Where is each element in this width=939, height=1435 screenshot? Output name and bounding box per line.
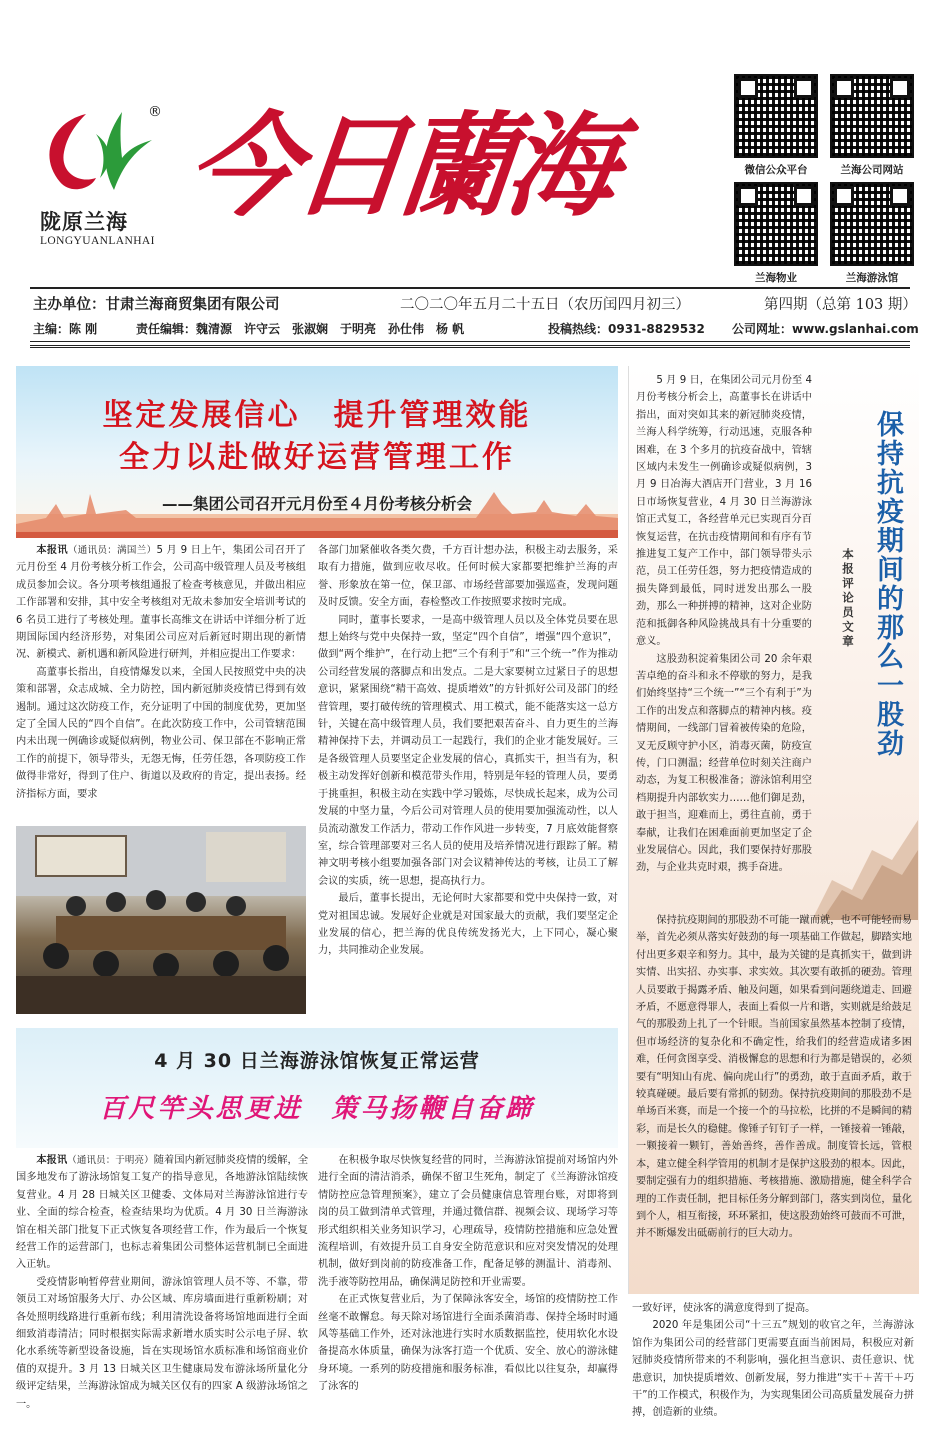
- article2-para: 在积极争取尽快恢复经营的同时，兰海游泳馆提前对场馆内外进行全面的清洁消杀，确保不留卫生死角，制定了《兰海游泳馆疫情防控应急管理预案》，建立了会员健康信息管理台账，对即将到岗的员工做到清单式管理，并通过微信群、视频会议、现场学习等形式组织相关业务知识学习，心理疏导，疫情防控措施和应急处置流程培训，有效提升员工自身安全防范意识和应对突发情况的处理机制，做好到岗前的防疫准备工作，配备足够的测温计、消毒剂、洗手液等防控用品，确保满足防控和开业需要。: [318, 1155, 618, 1288]
- article2-banner: [16, 1028, 618, 1148]
- article2-para: 2020 年是集团公司“十三五”规划的收官之年，兰海游泳馆作为集团公司的经营部门更需要直面当前困局，积极应对新冠肺炎疫情所带来的不利影响，强化担当意识、责任意识、忧患意识，加快提质增效、创新发展，努力推进“实干＋苦干＋巧干”的工作模式，积极作为，为实现集团公司高质量发展奋力拼搏，创造新的业绩。: [632, 1320, 914, 1419]
- article1-subtitle: ——集团公司召开元月份至４月份考核分析会: [161, 495, 472, 513]
- byline: （通讯员：满国兰）: [67, 545, 157, 556]
- website-link[interactable]: 公司网址：www.gslanhai.com: [732, 322, 919, 336]
- qr-code-icon[interactable]: [734, 74, 818, 158]
- byline: （通讯员：于明亮）: [67, 1155, 154, 1166]
- logo-cn: 陇原兰海: [40, 209, 128, 234]
- article1-para: 高董事长指出，自疫情爆发以来，全国人民按照党中央的决策和部署，众志成城、全力防控，国内新冠肺炎疫情已得到有效遏制。通过这次防疫工作，充分证明了中国的制度优势，更加坚定了全国人民的“四个自信”。在此次防疫工作中，公司管辖范围内未出现一例确诊或疑似病例，物业公司、保卫部在不影响正常工作的前提下，领导带头，无怨无悔，任劳任怨，各项防疫工作做得非常好，得到了住户、街道以及政府的肯定，提出表扬。经济指标方面，要求: [16, 666, 306, 800]
- article1-para: 各部门加紧催收各类欠费，千方百计想办法，积极主动去服务，采取有力措施，做到应收尽收。任何时候大家都要把维护兰海的声誉、形象放在第一位，保卫部、市场经营部要加强巡查，发现问题及时反馈。安全方面，春检整改工作按照要求按时完成。: [318, 545, 618, 609]
- article2-slogan: 百尺竿头思更进 策马扬鞭自奋蹄: [99, 1094, 535, 1124]
- masthead-title: 今日蘭海: [181, 101, 619, 232]
- article2-headline: 4 月 30 日兰海游泳馆恢复正常运营: [154, 1050, 480, 1072]
- registered-mark: ®: [148, 104, 162, 120]
- lead-tag: 本报讯: [36, 1155, 68, 1166]
- editor-chief: 主编：陈 刚: [33, 322, 98, 336]
- commentary-para: 这股劲积淀着集团公司 20 余年艰苦卓绝的奋斗和永不停歇的努力，是我们始终坚持“三个统一”“三个有利于”为工作的出发点和落脚点的精神内核。疫情期间，一线部门冒着被传染的危险，叉无反顾守护小区，消毒灭菌，防疫宣传，门口测温；经营单位时刻关注商户动态，为复工积极准备；游泳馆利用空档期提升内部软实力……他们御足劲，敢于担当，迎难而上，勇往直前，勇于奉献，让我们在困难面前更加坚定了企业发展信心。因此，我们要保持好那股劲，与企业共克时艰，携手奋进。: [636, 653, 812, 874]
- article1-col2: [318, 542, 618, 960]
- header-rule-double: [30, 345, 910, 348]
- article1-title-line1: 坚定发展信心 提升管理效能: [102, 398, 532, 433]
- article2-para: 一致好评，使泳客的满意度得到了提高。: [632, 1303, 816, 1314]
- issue-date: 二〇二〇年五月二十五日（农历闰四月初三）: [400, 297, 690, 313]
- qr-code-icon[interactable]: [830, 74, 914, 158]
- commentary-para: 5 月 9 日，在集团公司元月份至 4 月份考核分析会上，高董事长在讲话中指出，面对突如其来的新冠肺炎疫情，兰海人科学统筹，行动迅速，克服各种困难，在 3 个多月的抗疫奋战中，管辖区域内未发生一例确诊或疑似病例，3 月 9 日冶海大酒店开门营业，3 月 16 日市场恢复营业，4 月 30 日兰海游泳馆正式复工，各经营单元已实现百分百恢复运营，在抗击疫情期间和有序有节推进复工复产工作中，部门领导带头示范，员工任劳任怨，努力把疫情造成的损失降到最低，同时迸发出那么一股劲，那么一种拼搏的精神，这对企业防范和抵御各种风险挑战具有十分重要的意义。: [636, 375, 812, 648]
- lead-tag: 本报讯: [36, 545, 68, 556]
- qr-label: 兰海物业: [755, 272, 797, 284]
- commentary-para: 保持抗疫期间的那股劲不可能一蹴而就，也不可能轻而易举，首先必须从落实好鼓劲的每一项基础工作做起，脚踏实地付出更多艰辛和努力。其中，最为关键的是真抓实干，做到讲实情、出实招、办实事、求实效。其次要有敢抓的硬劲。管理人员要敢于揭露矛盾、触及问题，如果看到问题绕道走、回避矛盾，不愿意得罪人，表面上看似一片和谐，实则就是给鼓足气的那股劲上扎了一个针眼。当前国家虽然基本控制了疫情，但市场经济的复杂化和不确定性，给我们的经营造成诸多困难，任何贪图享受、消极懈怠的思想和行为都是错误的，必须要有“明知山有虎、偏向虎山行”的勇劲，敢于直面矛盾，敢于较真碰硬。最后要有常抓的韧劲。保持抗疫期间的那股劲不是单场百米赛，而是一个接一个的马拉松，比拼的不是瞬间的精彩，而是长久的稳健。像锤子钉钉子一样，一锤接着一锤敲，一颗接着一颗钉，善始善终，善作善成。制度管长远，管根本，建立健全科学管用的机制才是保护这股劲的根本。因此，要制定强有力的组织措施、考核措施、激励措施，健全科学合理的工作责任制，把目标任务分解到部门，落实到岗位，量化到个人，相互衔接，环环紧扣，使这股劲始终可鼓而不可泄，并不断爆发出砥砺前行的巨大动力。: [636, 915, 912, 1240]
- editors: 责任编辑：魏清源 许守云 张淑娴 于明亮 孙仕伟 杨 帆: [136, 322, 465, 336]
- article1-para: 最后，董事长提出，无论何时大家都要和党中央保持一致，对党对祖国忠诚。发展好企业就是对国家最大的贡献，我们要坚定企业发展的信心，把兰海的优良传统发扬光大，上下同心，凝心聚力，共同推动企业发展。: [318, 893, 618, 957]
- article1-para: 同时，董事长要求，一是高中级管理人员以及全体党员要在思想上始终与党中央保持一致，坚定“四个自信”，增强“四个意识”，做到“两个维护”，在行动上把“三个有利于”和“三个统一”作为推动公司经营发展的落脚点和出发点。二是大家要树立过紧日子的思想意识，紧紧围绕“精干高效、提质增效”的方针抓好公司及部门的经营管理，要打破传统的管理模式、用工模式，能不能落实这一总方针，关键在高中级管理人员，我们要把艰苦奋斗、自力更生的兰海精神保持下去，并调动员工一起践行，我们的企业才能发展好。三是各级管理人员要坚定企业发展的信心，真抓实干，担当有为，积极主动发挥好创新和模范带头作用，特别是年轻的管理人员，要勇于挑重担，积极主动在实践中学习锻炼，尽快成长起来，成为公司发展的中坚力量，今后公司对管理人员的使用要加强流动性，以人员流动激发工作活力，带动工作作风进一步转变，7 月底效能督察室，综合管理部要对三名人员的使用及培养情况进行跟踪了解。精神文明考核小组要加强各部门对会议精神传达的考核，让员工了解会议的实质，统一思想，提高执行力。: [318, 614, 618, 887]
- meeting-photo: [16, 826, 306, 1014]
- article1-col1: [16, 542, 306, 803]
- commentary-byline: 本报评论员文章: [841, 548, 855, 650]
- commentary-col-top: [636, 372, 812, 877]
- commentary-title: 保持抗疫期间的那么一股劲: [872, 410, 903, 758]
- issue-number: 第四期（总第 103 期）: [764, 297, 917, 313]
- header-rule-top: [30, 287, 910, 289]
- sponsor: 主办单位：甘肃兰海商贸集团有限公司: [33, 297, 280, 313]
- qr-label: 微信公众平台: [744, 164, 808, 176]
- article2-continued: [632, 1300, 914, 1422]
- article2-para: 在正式恢复营业后，为了保障泳客安全，场馆的疫情防控工作丝毫不敢懈怠。每天除对场馆进行全面杀菌消毒、保持全场时时通风等基础工作外，还对泳池进行实时水质数据监控，使用软化水设备提高水体质量，确保为泳客打造一个优质、安全、放心的游泳健身环境。一系列的防疫措施和服务标准，看似比以往复杂，却赢得了泳客的: [318, 1294, 618, 1393]
- logo-en: LONGYUANLANHAI: [40, 235, 155, 247]
- qr-label: 兰海公司网站: [840, 164, 904, 176]
- article1-banner: [16, 366, 618, 538]
- article2-para: 本报讯（通讯员：于明亮）随着国内新冠肺炎疫情的缓解，全国多地发布了游泳场馆复工复产的指导意见，各地游泳馆陆续恢复营业。4 月 28 日城关区卫健委、文体局对兰海游泳馆进行专业、全面的综合检查，检查结果均为优质。4 月 30 日兰海游泳馆在相关部门批复下正式恢复各项经营工作，作为最后一个恢复经营工作的运营部门，也标志着集团公司整体运营机制已全面进入正轨。: [16, 1155, 309, 1271]
- article1-title-line2: 全力以赴做好运营管理工作: [119, 440, 515, 475]
- article2-col2: [318, 1152, 618, 1396]
- masthead: [0, 0, 939, 290]
- qr-code-icon[interactable]: [830, 182, 914, 266]
- article2-para: 受疫情影响暂停营业期间，游泳馆管理人员不等、不靠，带领员工对场馆服务大厅、办公区域、库房墙面进行重新粉刷；对各处照明线路进行重新布线；利用清洗设备将场馆地面进行全面细致消毒清洁；同时根据实际需求新增水质实时公示电子屏、软化水系统等新型设备设施，旨在实现场馆水质标准和场馆商业价值的双提升。3 月 13 日城关区卫生健康局发布游泳场所量化分级评定结果，兰海游泳馆成为城关区仅有的四家 A 级游泳场馆之一。: [16, 1276, 308, 1410]
- meeting-photo-icon: [16, 826, 306, 1014]
- qr-code-icon[interactable]: [734, 182, 818, 266]
- article2-col1: [16, 1152, 308, 1413]
- hotline: 投稿热线：0931-8829532: [548, 322, 705, 336]
- commentary-col-bottom: [636, 912, 912, 1243]
- qr-label: 兰海游泳馆: [845, 272, 899, 284]
- article1-para: 本报讯（通讯员：满国兰）5 月 9 日上午，集团公司召开了元月份至 4 月份考核分析工作会，公司高中级管理人员及考核组成员参加会议。各分项考核组通报了检查考核意见，并做出相应工作部署和安排，其中安全考核组对无故未参加安全培训考试的 6 名员工进行了考核处理。董事长高维文在讲话中详细分析了近期国际国内经济形势，对集团公司应对后新冠时期出现的新情况、新模式、新机遇和新风险进行研判，并相应提出工作要求：: [16, 545, 306, 661]
- header-rule-bottom: [30, 341, 910, 342]
